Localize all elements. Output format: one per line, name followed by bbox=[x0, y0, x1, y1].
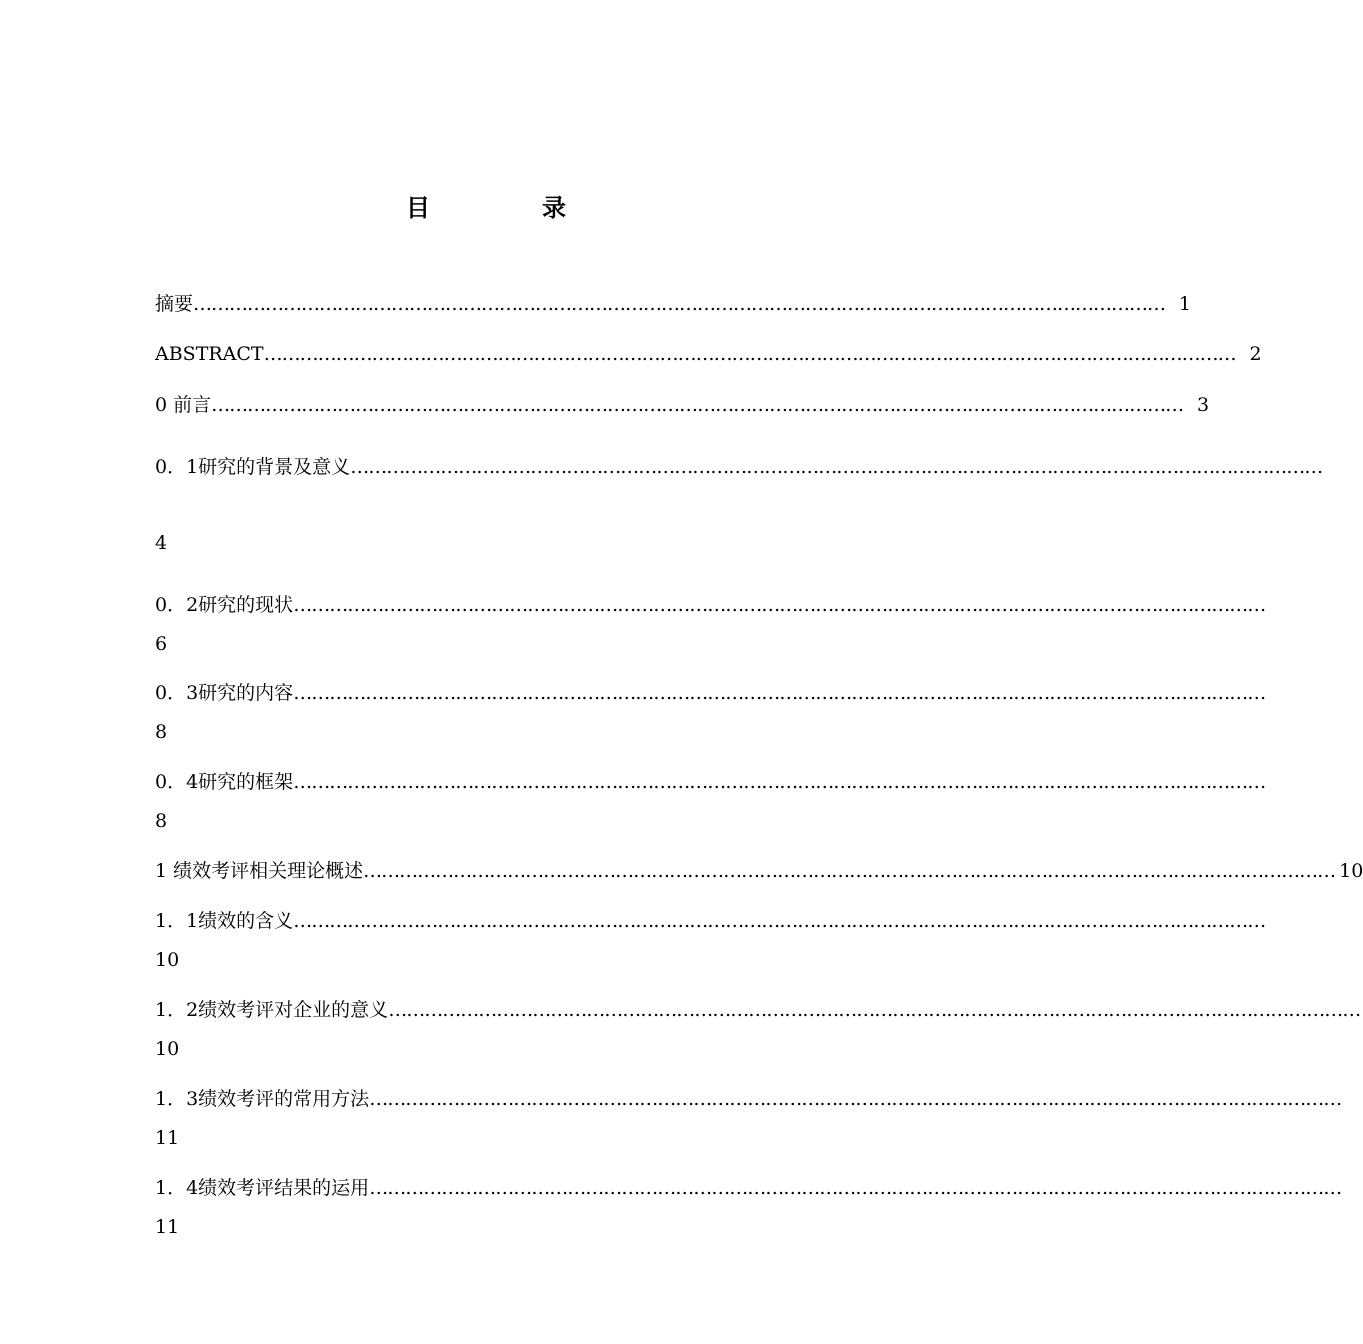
toc-leader-dots: ……………………………………………………………………………………………………………………………………………… bbox=[193, 293, 1166, 315]
toc-entry-abstract-cn[interactable] bbox=[155, 292, 1192, 316]
toc-entry-label: 1．4绩效考评结果的运用 bbox=[155, 1177, 370, 1199]
toc-leader-dots: ……………………………………………………………………………………………………………………………………………… bbox=[293, 771, 1266, 793]
toc-entry-page: 6 bbox=[155, 633, 168, 655]
toc-entry-0-4[interactable] bbox=[155, 770, 1266, 794]
toc-entry-label: 1．1绩效的含义 bbox=[155, 910, 294, 932]
toc-entry-label: 1．2绩效考评对企业的意义 bbox=[155, 999, 389, 1021]
toc-entry-0-1-page bbox=[155, 531, 167, 555]
toc-entry-1-3[interactable] bbox=[155, 1087, 1342, 1111]
toc-entry-page: 10 bbox=[1339, 860, 1363, 882]
toc-entry-1-1-page bbox=[155, 948, 179, 972]
toc-entry-0-2[interactable] bbox=[155, 593, 1266, 617]
toc-leader-dots: ……………………………………………………………………………………………………………………………………………… bbox=[293, 682, 1266, 704]
toc-entry-label: 0．4研究的框架 bbox=[155, 771, 294, 793]
toc-leader-dots: ……………………………………………………………………………………………………………………………………………… bbox=[363, 860, 1336, 882]
toc-entry-page: 8 bbox=[155, 721, 168, 743]
toc-entry-0-1[interactable] bbox=[155, 455, 1323, 479]
toc-entry-page: 2 bbox=[1249, 343, 1262, 365]
toc-entry-label: 0．2研究的现状 bbox=[155, 594, 294, 616]
toc-entry-0-4-page bbox=[155, 809, 167, 833]
toc-entry-label: 0 前言 bbox=[155, 394, 212, 416]
toc-leader-dots: ……………………………………………………………………………………………………………………………………………… bbox=[350, 456, 1323, 478]
toc-entry-page: 10 bbox=[155, 949, 180, 971]
toc-entry-page: 10 bbox=[155, 1038, 180, 1060]
toc-entry-page: 4 bbox=[155, 532, 168, 554]
toc-entry-preface[interactable] bbox=[155, 393, 1210, 417]
toc-title: 目 录 bbox=[406, 194, 610, 222]
toc-entry-1-2[interactable] bbox=[155, 998, 1361, 1022]
toc-entry-label: 1 绩效考评相关理论概述 bbox=[155, 860, 364, 882]
toc-leader-dots: ……………………………………………………………………………………………………………………………………………… bbox=[263, 343, 1236, 365]
toc-leader-dots: ……………………………………………………………………………………………………………………………………………… bbox=[388, 999, 1361, 1021]
toc-entry-label: 0．3研究的内容 bbox=[155, 682, 294, 704]
toc-leader-dots: ……………………………………………………………………………………………………………………………………………… bbox=[293, 594, 1266, 616]
toc-entry-0-2-page bbox=[155, 632, 167, 656]
toc-entry-0-3[interactable] bbox=[155, 681, 1266, 705]
toc-entry-page: 3 bbox=[1197, 394, 1210, 416]
toc-entry-0-3-page bbox=[155, 720, 167, 744]
toc-entry-page: 11 bbox=[155, 1216, 180, 1238]
toc-entry-label: 摘要 bbox=[155, 293, 194, 315]
toc-leader-dots: ……………………………………………………………………………………………………………………………………………… bbox=[369, 1088, 1342, 1110]
toc-entry-label: ABSTRACT bbox=[155, 343, 264, 365]
toc-leader-dots: ……………………………………………………………………………………………………………………………………………… bbox=[293, 910, 1266, 932]
toc-entry-page: 11 bbox=[155, 1127, 180, 1149]
toc-entry-page: 8 bbox=[155, 810, 168, 832]
toc-entry-label: 0．1研究的背景及意义 bbox=[155, 456, 351, 478]
toc-leader-dots: ……………………………………………………………………………………………………………………………………………… bbox=[369, 1177, 1342, 1199]
toc-entry-label: 1．3绩效考评的常用方法 bbox=[155, 1088, 370, 1110]
toc-entry-1-2-page bbox=[155, 1037, 179, 1061]
toc-entry-1-4[interactable] bbox=[155, 1176, 1342, 1200]
toc-entry-chapter-1[interactable] bbox=[155, 859, 1363, 883]
toc-entry-1-4-page bbox=[155, 1215, 179, 1239]
toc-entry-page: 1 bbox=[1178, 293, 1192, 315]
toc-entry-1-3-page bbox=[155, 1126, 179, 1150]
toc-leader-dots: ……………………………………………………………………………………………………………………………………………… bbox=[211, 394, 1184, 416]
toc-entry-1-1[interactable] bbox=[155, 909, 1266, 933]
toc-entry-abstract-en[interactable] bbox=[155, 342, 1262, 366]
